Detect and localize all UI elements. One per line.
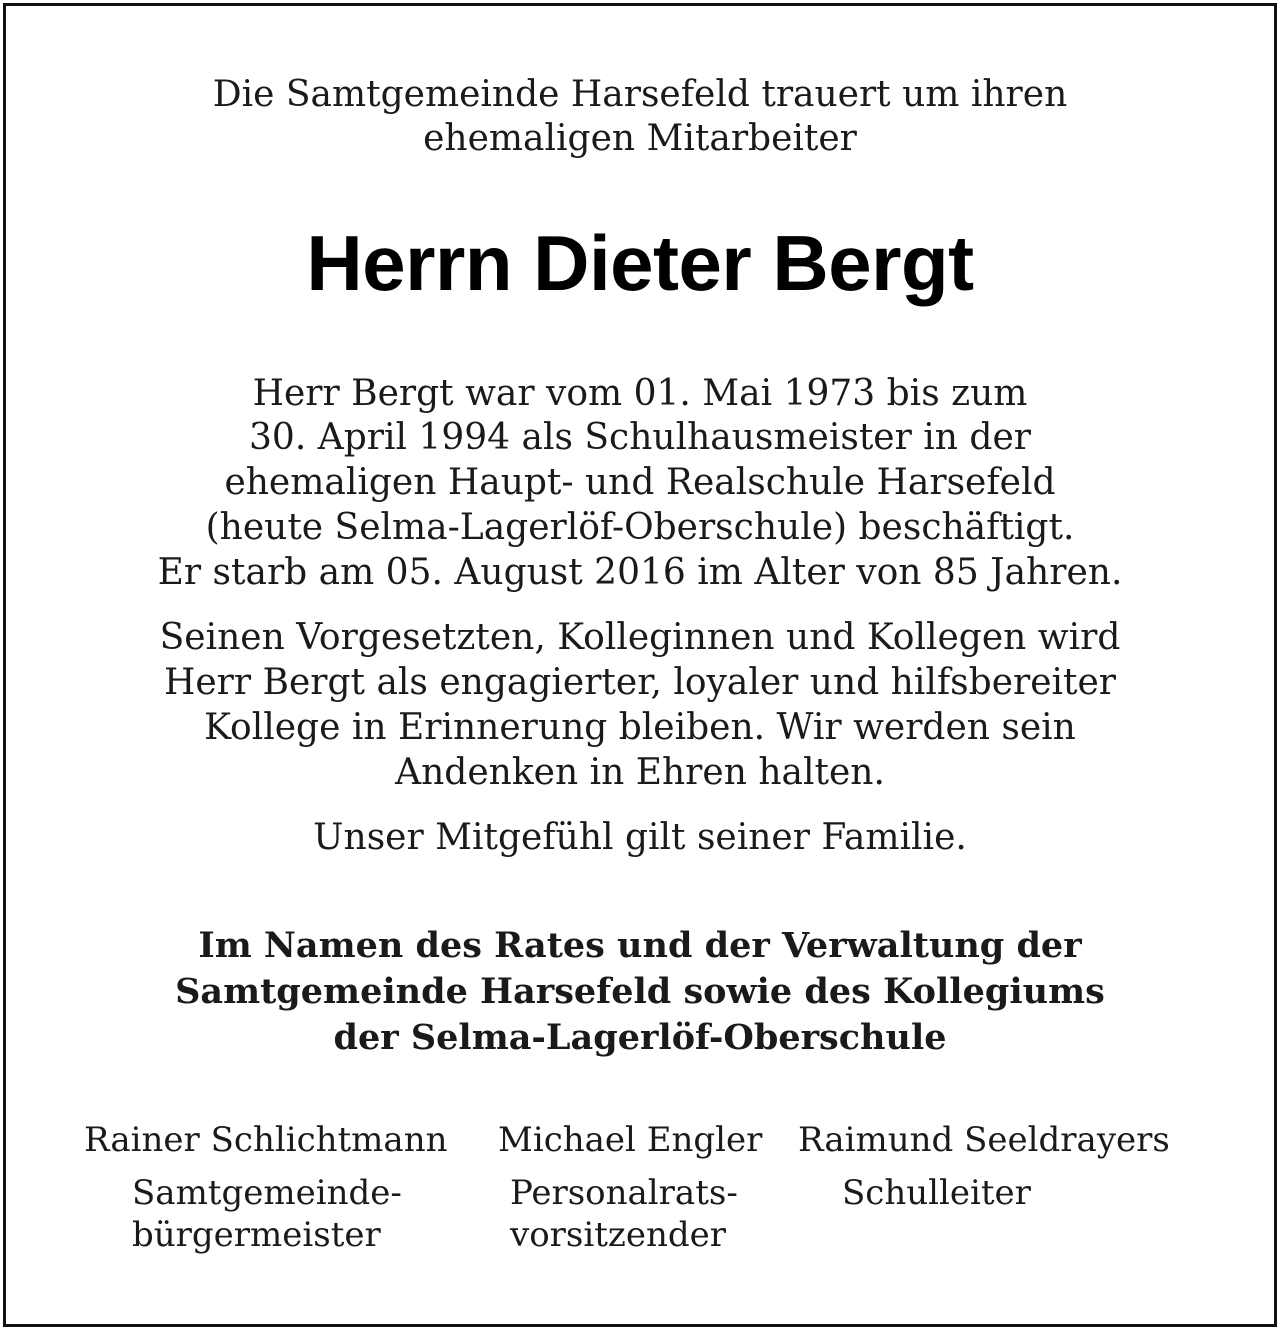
signatory-role-1-line-2: bürgermeister bbox=[132, 1215, 381, 1255]
closing-line-3: der Selma-Lagerlöf-Oberschule bbox=[333, 1017, 947, 1058]
closing-line-2: Samtgemeinde Harsefeld sowie des Kollegiums bbox=[175, 971, 1105, 1012]
signatory-name-1: Rainer Schlichtmann bbox=[84, 1120, 448, 1160]
signatory-role-1-line-1: Samtgemeinde- bbox=[132, 1173, 402, 1213]
paragraph1-line-4: (heute Selma-Lagerlöf-Oberschule) beschäftigt. bbox=[205, 507, 1075, 548]
signatory-role-2-line-2: vorsitzender bbox=[510, 1215, 726, 1255]
paragraph2-line-4: Andenken in Ehren halten. bbox=[395, 752, 885, 793]
condolence-line: Unser Mitgefühl gilt seiner Familie. bbox=[313, 817, 967, 858]
paragraph1-line-5: Er starb am 05. August 2016 im Alter von 85 Jahren. bbox=[157, 552, 1123, 593]
paragraph2-line-3: Kollege in Erinnerung bleiben. Wir werden sein bbox=[204, 707, 1076, 748]
paragraph1-line-3: ehemaligen Haupt- und Realschule Harsefeld bbox=[224, 462, 1056, 503]
closing-line-1: Im Namen des Rates und der Verwaltung der bbox=[198, 925, 1082, 966]
signatory-role-2-line-1: Personalrats- bbox=[510, 1173, 738, 1213]
signatory-name-2: Michael Engler bbox=[498, 1120, 763, 1160]
signatory-name-3: Raimund Seeldrayers bbox=[798, 1120, 1170, 1160]
intro-line-2: ehemaligen Mitarbeiter bbox=[423, 118, 857, 159]
intro-line-1: Die Samtgemeinde Harsefeld trauert um ihren bbox=[212, 74, 1068, 115]
deceased-name: Herrn Dieter Bergt bbox=[306, 219, 974, 307]
paragraph2-line-1: Seinen Vorgesetzten, Kolleginnen und Kollegen wird bbox=[159, 617, 1121, 658]
obituary-notice bbox=[3, 3, 1277, 1327]
paragraph1-line-1: Herr Bergt war vom 01. Mai 1973 bis zum bbox=[252, 373, 1028, 414]
signatory-role-3-line-1: Schulleiter bbox=[842, 1173, 1031, 1213]
paragraph1-line-2: 30. April 1994 als Schulhausmeister in der bbox=[249, 417, 1031, 458]
paragraph2-line-2: Herr Bergt als engagierter, loyaler und hilfsbereiter bbox=[163, 662, 1117, 703]
